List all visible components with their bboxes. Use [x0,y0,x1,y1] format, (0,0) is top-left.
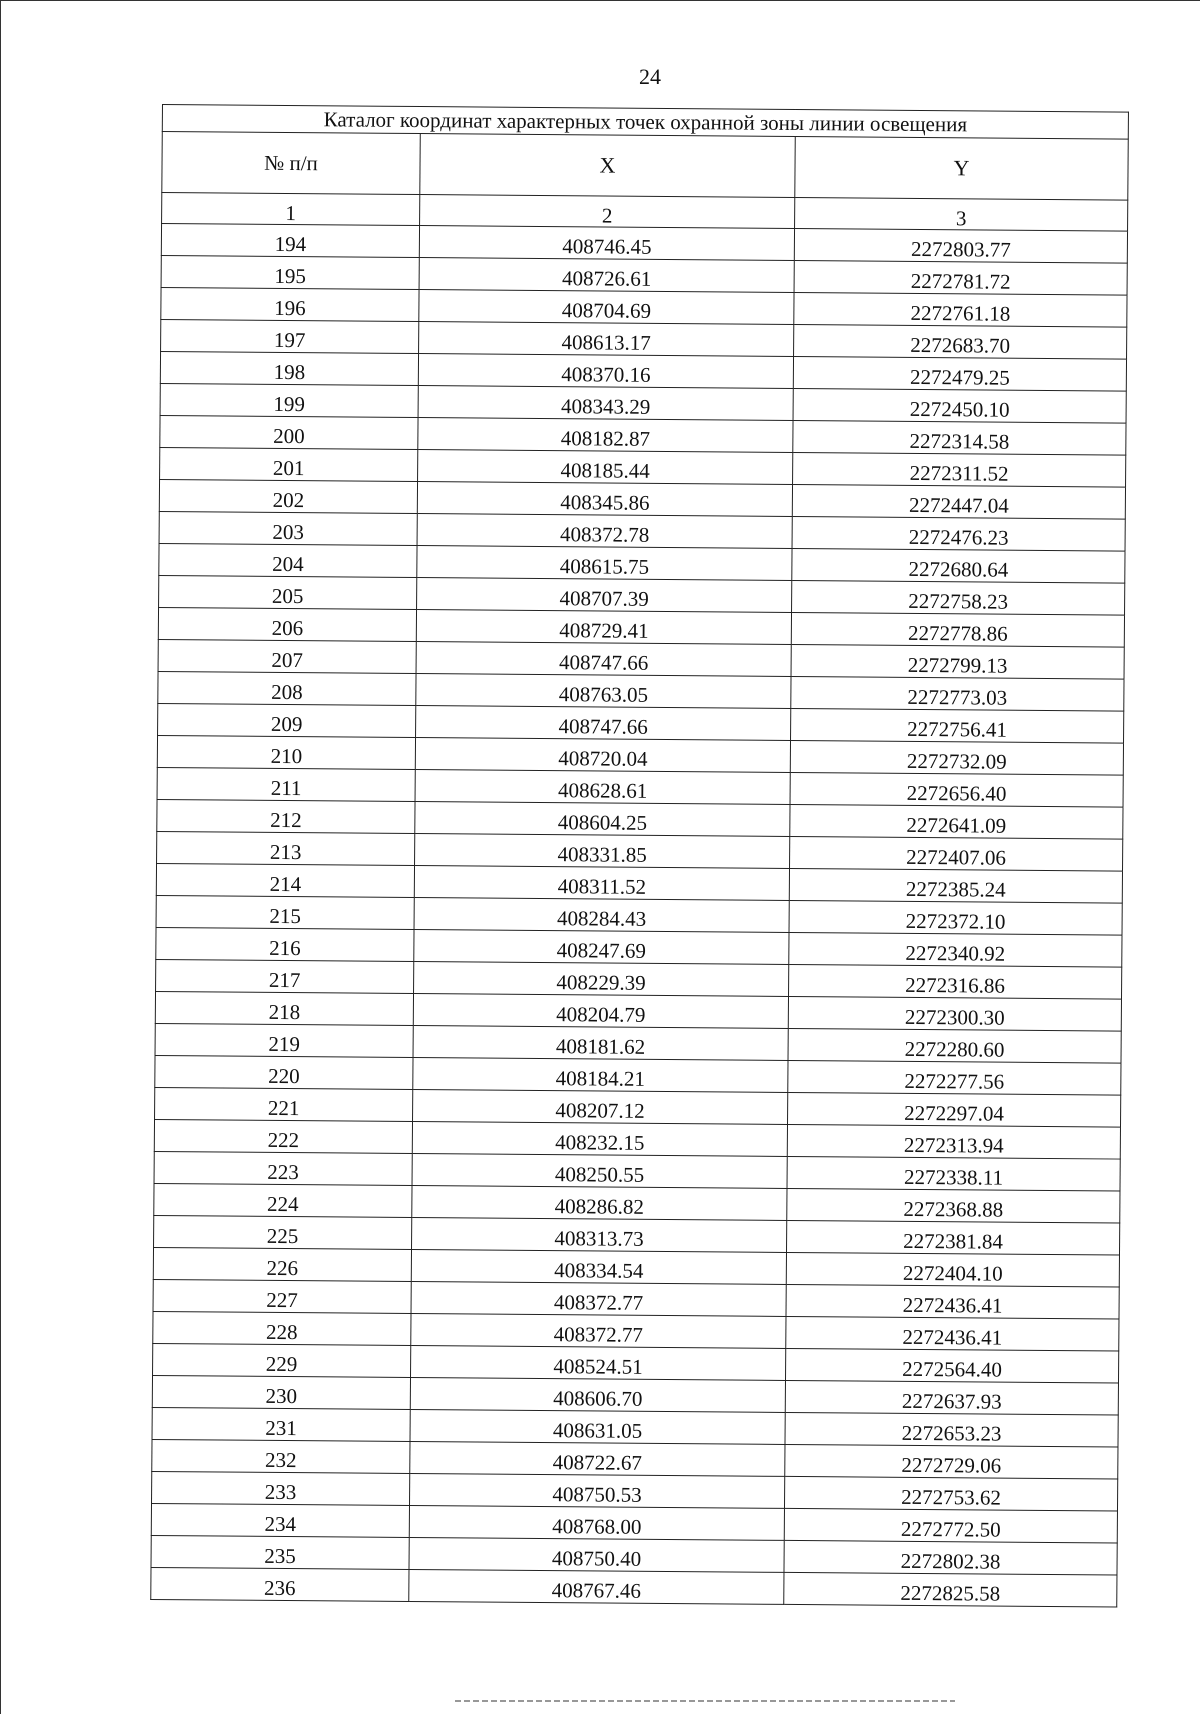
x-coordinate: 408628.61 [415,770,790,805]
y-coordinate: 2272277.56 [788,1060,1121,1095]
table-title: Каталог координат характерных точек охранной зоны линии освещения [162,105,1128,140]
x-coordinate: 408184.21 [413,1058,788,1093]
point-number: 195 [161,255,419,289]
point-number: 226 [153,1247,411,1281]
y-coordinate: 2272653.23 [785,1412,1118,1447]
x-coordinate: 408707.39 [417,578,792,613]
header-num: № п/п [162,132,420,195]
point-number: 202 [159,479,417,513]
x-coordinate: 408763.05 [416,674,791,709]
point-number: 225 [154,1215,412,1249]
scan-border-top [0,0,1200,1]
y-coordinate: 2272756.41 [791,708,1124,743]
column-index-2: 2 [420,195,795,229]
point-number: 223 [154,1151,412,1185]
y-coordinate: 2272338.11 [787,1156,1120,1191]
point-number: 233 [152,1471,410,1505]
y-coordinate: 2272447.04 [792,484,1125,519]
y-coordinate: 2272381.84 [786,1220,1119,1255]
point-number: 208 [158,671,416,705]
y-coordinate: 2272450.10 [793,388,1126,423]
point-number: 215 [156,895,414,929]
y-coordinate: 2272436.41 [786,1284,1119,1319]
point-number: 231 [152,1407,410,1441]
point-number: 220 [155,1055,413,1089]
column-index-1: 1 [162,193,420,226]
point-number: 234 [151,1503,409,1537]
y-coordinate: 2272799.13 [791,644,1124,679]
point-number: 217 [156,959,414,993]
y-coordinate: 2272680.64 [792,548,1125,583]
point-number: 213 [157,831,415,865]
point-number: 206 [158,607,416,641]
point-number: 219 [155,1023,413,1057]
y-coordinate: 2272758.23 [792,580,1125,615]
x-coordinate: 408311.52 [414,866,789,901]
x-coordinate: 408750.40 [409,1537,784,1572]
scan-border-left [0,0,1,1714]
point-number: 212 [157,799,415,833]
point-number: 200 [160,415,418,449]
y-coordinate: 2272368.88 [787,1188,1120,1223]
y-coordinate: 2272761.18 [794,292,1127,327]
x-coordinate: 408747.66 [416,642,791,677]
point-number: 211 [157,767,415,801]
table-body [151,224,1128,1608]
x-coordinate: 408372.77 [411,1281,786,1316]
coordinates-catalog-table [150,104,1129,1608]
x-coordinate: 408606.70 [410,1377,785,1412]
y-coordinate: 2272825.58 [784,1572,1117,1607]
column-index-3: 3 [795,197,1128,231]
x-coordinate: 408185.44 [418,450,793,485]
point-number: 198 [160,351,418,385]
point-number: 197 [161,319,419,353]
x-coordinate: 408604.25 [415,802,790,837]
y-coordinate: 2272476.23 [792,516,1125,551]
point-number: 205 [159,575,417,609]
y-coordinate: 2272316.86 [789,964,1122,999]
y-coordinate: 2272372.10 [789,900,1122,935]
x-coordinate: 408232.15 [412,1121,787,1156]
x-coordinate: 408331.85 [415,834,790,869]
table-header-row [162,132,1128,201]
y-coordinate: 2272637.93 [785,1380,1118,1415]
x-coordinate: 408704.69 [419,290,794,325]
y-coordinate: 2272781.72 [794,260,1127,295]
point-number: 230 [152,1375,410,1409]
point-number: 204 [159,543,417,577]
point-number: 229 [153,1343,411,1377]
y-coordinate: 2272313.94 [787,1124,1120,1159]
point-number: 232 [152,1439,410,1473]
point-number: 207 [158,639,416,673]
point-number: 221 [155,1087,413,1121]
x-coordinate: 408345.86 [417,482,792,517]
x-coordinate: 408250.55 [412,1153,787,1188]
point-number: 214 [156,863,414,897]
x-coordinate: 408286.82 [412,1185,787,1220]
y-coordinate: 2272641.09 [790,804,1123,839]
x-coordinate: 408207.12 [413,1089,788,1124]
y-coordinate: 2272773.03 [791,676,1124,711]
x-coordinate: 408334.54 [411,1249,786,1284]
point-number: 201 [160,447,418,481]
point-number: 194 [161,224,419,258]
header-y: Y [795,136,1128,200]
x-coordinate: 408284.43 [414,898,789,933]
y-coordinate: 2272803.77 [794,228,1127,263]
x-coordinate: 408181.62 [413,1026,788,1061]
x-coordinate: 408615.75 [417,546,792,581]
point-number: 224 [154,1183,412,1217]
x-coordinate: 408722.67 [410,1441,785,1476]
point-number: 228 [153,1311,411,1345]
x-coordinate: 408524.51 [411,1345,786,1380]
x-coordinate: 408768.00 [409,1505,784,1540]
y-coordinate: 2272300.30 [788,996,1121,1031]
x-coordinate: 408747.66 [416,706,791,741]
y-coordinate: 2272778.86 [791,612,1124,647]
y-coordinate: 2272340.92 [789,932,1122,967]
scan-artifact-line [455,1700,955,1702]
point-number: 222 [154,1119,412,1153]
y-coordinate: 2272385.24 [789,868,1122,903]
x-coordinate: 408182.87 [418,418,793,453]
x-coordinate: 408631.05 [410,1409,785,1444]
point-number: 199 [160,383,418,417]
point-number: 203 [159,511,417,545]
y-coordinate: 2272404.10 [786,1252,1119,1287]
y-coordinate: 2272656.40 [790,772,1123,807]
x-coordinate: 408750.53 [410,1473,785,1508]
x-coordinate: 408204.79 [413,994,788,1029]
x-coordinate: 408343.29 [418,386,793,421]
y-coordinate: 2272314.58 [793,420,1126,455]
y-coordinate: 2272772.50 [784,1508,1117,1543]
point-number: 227 [153,1279,411,1313]
y-coordinate: 2272564.40 [785,1348,1118,1383]
x-coordinate: 408746.45 [419,226,794,261]
y-coordinate: 2272479.25 [793,356,1126,391]
header-x: X [420,134,795,198]
x-coordinate: 408229.39 [414,962,789,997]
y-coordinate: 2272407.06 [790,836,1123,871]
x-coordinate: 408313.73 [412,1217,787,1252]
x-coordinate: 408613.17 [419,322,794,357]
y-coordinate: 2272297.04 [788,1092,1121,1127]
point-number: 210 [157,735,415,769]
y-coordinate: 2272436.41 [786,1316,1119,1351]
y-coordinate: 2272732.09 [790,740,1123,775]
y-coordinate: 2272753.62 [784,1476,1117,1511]
point-number: 196 [161,287,419,321]
y-coordinate: 2272280.60 [788,1028,1121,1063]
x-coordinate: 408726.61 [419,258,794,293]
x-coordinate: 408370.16 [418,354,793,389]
point-number: 216 [156,927,414,961]
page-number: 24 [639,64,661,89]
point-number: 209 [158,703,416,737]
y-coordinate: 2272802.38 [784,1540,1117,1575]
x-coordinate: 408720.04 [415,738,790,773]
point-number: 235 [151,1535,409,1569]
y-coordinate: 2272683.70 [794,324,1127,359]
x-coordinate: 408767.46 [409,1569,784,1604]
y-coordinate: 2272729.06 [785,1444,1118,1479]
point-number: 236 [151,1567,409,1601]
x-coordinate: 408247.69 [414,930,789,965]
point-number: 218 [155,991,413,1025]
x-coordinate: 408372.77 [411,1313,786,1348]
y-coordinate: 2272311.52 [793,452,1126,487]
x-coordinate: 408729.41 [416,610,791,645]
x-coordinate: 408372.78 [417,514,792,549]
